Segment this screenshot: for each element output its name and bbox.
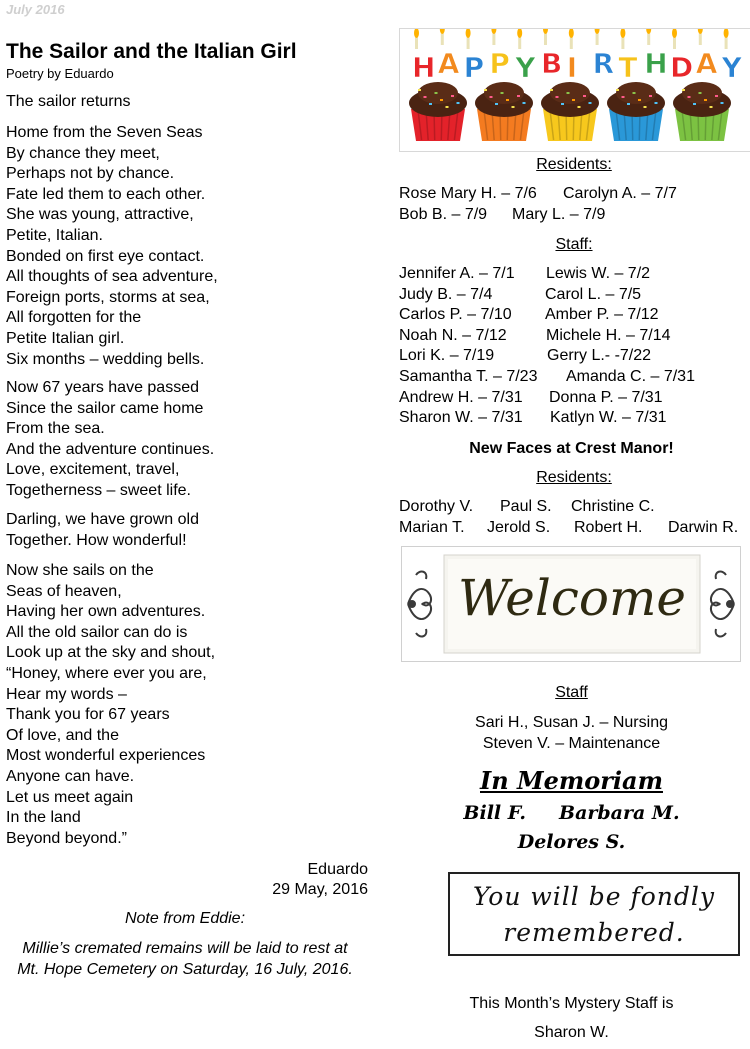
banner-letter: Y — [515, 51, 536, 84]
cupcake-icon — [607, 82, 665, 141]
birthday-entry: Mary L. – 7/9 — [512, 206, 606, 223]
poem-line: Thank you for 67 years — [6, 706, 170, 724]
candle-flame-icon — [491, 29, 496, 34]
poem-line: Anyone can have. — [6, 767, 135, 785]
banner-letter: A — [695, 47, 718, 80]
cupcake-icon — [673, 82, 731, 141]
candle-flame-icon — [466, 29, 471, 38]
new-resident: Christine C. — [571, 498, 655, 515]
poem-line: Fate led them to each other. — [6, 185, 206, 203]
banner-letter: D — [670, 51, 694, 84]
poem-line: Love, excitement, travel, — [6, 461, 180, 479]
poem-line: Look up at the sky and shout, — [6, 644, 216, 662]
memoriam-names: Delores S. — [517, 831, 626, 853]
memoriam-names: Bill F. Barbara M. — [463, 802, 680, 824]
poem-line: Having her own adventures. — [6, 603, 206, 621]
birthday-entry: Noah N. – 7/12 — [399, 326, 507, 344]
candle-wick — [621, 37, 624, 49]
banner-letter: I — [566, 51, 578, 84]
candle-wick — [415, 37, 418, 49]
poem-line: Together. How wonderful! — [6, 531, 187, 549]
birthday-entry: Rose Mary H. – 7/6 — [399, 185, 537, 202]
birthday-entry: Sharon W. – 7/31 — [399, 409, 523, 427]
candle-flame-icon — [440, 29, 445, 34]
mystery-staff-name: Sharon W. — [534, 1024, 609, 1041]
new-resident: Dorothy V. — [399, 498, 474, 515]
poem-line: Home from the Seven Seas — [6, 124, 203, 141]
banner-letter: T — [618, 51, 638, 84]
poem-line: Bonded on first eye contact. — [6, 247, 205, 265]
poem-line: Foreign ports, storms at sea, — [6, 288, 210, 306]
candle-flame-icon — [620, 29, 625, 38]
fondly-line: You will be fondly — [472, 882, 716, 911]
new-resident: Paul S. — [500, 498, 552, 515]
birthday-entry: Katlyn W. – 7/31 — [550, 409, 667, 427]
candle-wick — [467, 37, 470, 49]
poem-stanza — [6, 510, 199, 551]
candle-flame-icon — [646, 29, 651, 34]
poem-signature-name: Eduardo — [307, 861, 368, 878]
birthday-entry: Donna P. – 7/31 — [549, 388, 663, 406]
candle-wick — [647, 33, 650, 45]
candle-flame-icon — [569, 29, 574, 38]
birthday-entry: Judy B. – 7/4 — [399, 285, 493, 303]
birthday-entry: Amber P. – 7/12 — [545, 306, 659, 324]
note-body — [0, 938, 370, 980]
candle-wick — [441, 33, 444, 45]
birthday-entry: Lori K. – 7/19 — [399, 347, 495, 365]
candle-wick — [518, 37, 521, 49]
banner-letter: P — [463, 51, 485, 84]
poem-line: Petite, Italian. — [6, 226, 103, 244]
note-line: Mt. Hope Cemetery on Saturday, 16 July, 2016. — [17, 961, 353, 978]
poem-line: Togetherness – sweet life. — [6, 481, 191, 499]
mystery-staff-label: This Month’s Mystery Staff is — [469, 995, 674, 1012]
new-faces-heading: New Faces at Crest Manor! — [469, 440, 674, 457]
poem-line: Petite Italian girl. — [6, 329, 125, 347]
birthday-staff-heading: Staff: — [555, 236, 593, 253]
poem-line: The sailor returns — [6, 93, 131, 110]
birthday-entry: Bob B. – 7/9 — [399, 206, 488, 223]
new-staff-heading: Staff — [555, 684, 588, 701]
cupcake-icon — [409, 82, 467, 141]
poem-line: Let us meet again — [6, 788, 134, 806]
poem-title: The Sailor and the Italian Girl — [6, 40, 297, 63]
note-line: Millie’s cremated remains will be laid to rest at — [22, 940, 348, 957]
poem-line: Most wonderful experiences — [6, 747, 206, 765]
birthday-entry: Andrew H. – 7/31 — [399, 388, 523, 406]
banner-letter: H — [644, 47, 668, 80]
candle-flame-icon — [517, 29, 522, 38]
poem-stanza — [6, 92, 131, 113]
poem-stanza — [6, 123, 218, 370]
new-resident: Darwin R. — [668, 519, 739, 536]
poem-line: She was young, attractive, — [6, 206, 194, 224]
candle-wick — [699, 33, 702, 45]
welcome-text: Welcome — [457, 569, 686, 627]
birthday-cupcakes-illustration — [400, 29, 750, 151]
poem-line: Now she sails on the — [6, 562, 154, 579]
banner-letter: P — [489, 47, 510, 80]
candle-flame-icon — [595, 29, 600, 34]
new-resident: Marian T. — [399, 519, 465, 536]
birthday-entry: Jennifer A. – 7/1 — [399, 265, 515, 282]
poem-line: Six months – wedding bells. — [6, 350, 205, 368]
poem-line: Beyond beyond.” — [6, 829, 127, 847]
memoriam-title: In Memoriam — [480, 766, 663, 795]
new-resident: Jerold S. — [487, 519, 551, 536]
banner-letter: A — [437, 47, 460, 80]
candle-flame-icon — [724, 29, 729, 38]
candle-flame-icon — [672, 29, 677, 38]
banner-letter: H — [412, 51, 436, 84]
welcome-banner — [401, 546, 741, 662]
candle-wick — [492, 33, 495, 45]
candle-flame-icon — [698, 29, 703, 34]
poem-stanza — [6, 378, 214, 502]
candle-wick — [570, 37, 573, 49]
birthday-entry: Gerry L.- -7/22 — [547, 347, 652, 365]
birthday-entry: Lewis W. – 7/2 — [546, 265, 651, 282]
fondly-line: remembered. — [503, 918, 685, 947]
candle-wick — [596, 33, 599, 45]
poem-line: In the land — [6, 809, 81, 827]
poem-line: Hear my words – — [6, 685, 127, 703]
poem-line: Of love, and the — [6, 726, 119, 744]
note-title: Note from Eddie: — [124, 910, 246, 927]
poem-line: Now 67 years have passed — [6, 379, 199, 396]
poem-byline: Poetry by Eduardo — [6, 66, 114, 81]
poem-line: By chance they meet, — [6, 144, 160, 162]
poem-line: And the adventure continues. — [6, 440, 215, 458]
poem-line: Since the sailor came home — [6, 399, 204, 417]
poem-line: All forgotten for the — [6, 309, 142, 327]
new-resident: Robert H. — [574, 519, 643, 536]
new-staff-line: Sari H., Susan J. – Nursing — [475, 714, 668, 731]
candle-wick — [673, 37, 676, 49]
poem-line: Darling, we have grown old — [6, 511, 199, 528]
poem-signature-date: 29 May, 2016 — [272, 881, 368, 898]
new-faces-residents-heading: Residents: — [536, 469, 612, 486]
poem-line: All thoughts of sea adventure, — [6, 268, 218, 286]
cupcake-icon — [541, 82, 599, 141]
candle-wick — [725, 37, 728, 49]
candle-flame-icon — [543, 29, 548, 34]
cupcake-icon — [475, 82, 533, 141]
new-staff-line: Steven V. – Maintenance — [482, 735, 661, 752]
poem-stanza — [6, 561, 215, 849]
candle-wick — [544, 33, 547, 45]
poem-line: From the sea. — [6, 420, 105, 438]
poem-line: Perhaps not by chance. — [6, 165, 175, 183]
birthday-entry: Carolyn A. – 7/7 — [563, 185, 677, 202]
banner-letter: B — [541, 47, 563, 80]
candle-flame-icon — [414, 29, 419, 38]
birthday-entry: Michele H. – 7/14 — [546, 326, 671, 344]
birthday-entry: Carlos P. – 7/10 — [399, 306, 512, 324]
birthday-residents-heading: Residents: — [536, 156, 612, 173]
poem-line: All the old sailor can do is — [6, 623, 188, 641]
birthday-entry: Carol L. – 7/5 — [545, 285, 642, 303]
poem-line: Seas of heaven, — [6, 582, 122, 600]
birthday-entry: Amanda C. – 7/31 — [566, 368, 695, 385]
birthday-entry: Samantha T. – 7/23 — [399, 368, 538, 385]
banner-letter: Y — [721, 51, 742, 84]
poem-line: “Honey, where ever you are, — [6, 664, 207, 682]
happy-birthday-banner — [399, 28, 750, 152]
banner-letter: R — [592, 47, 615, 80]
newsletter-date: July 2016 — [6, 2, 65, 17]
fondly-remembered-box — [448, 872, 740, 956]
